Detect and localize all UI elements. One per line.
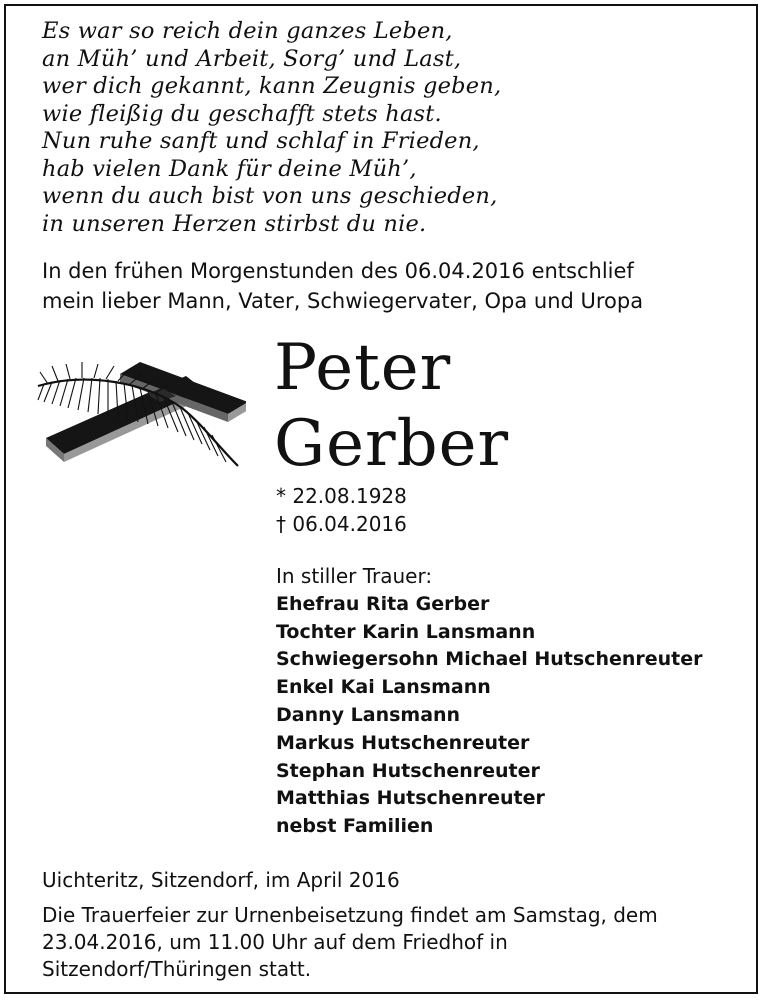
mourner-name: Danny Lansmann xyxy=(276,703,461,726)
place-and-date: Uichteritz, Sitzendorf, im April 2016 xyxy=(42,868,400,892)
deceased-name xyxy=(274,330,509,482)
poem-line: wenn du auch bist von uns geschieden, xyxy=(42,183,498,209)
poem-line: wie fleißig du geschafft stets hast. xyxy=(42,100,442,127)
mourner-name: Ehefrau Rita Gerber xyxy=(276,592,490,615)
poem-line: wer dich gekannt, kann Zeugnis geben, xyxy=(42,73,502,99)
poem-line: Es war so reich dein ganzes Leben, xyxy=(42,18,453,44)
cross-with-palm-frond-icon xyxy=(36,346,246,472)
mourner-name: Matthias Hutschenreuter xyxy=(276,787,545,810)
poem-line: hab vielen Dank für deine Müh’, xyxy=(42,155,417,182)
poem-line: in unseren Herzen stirbst du nie. xyxy=(42,210,427,237)
funeral-line: Sitzendorf/Thüringen statt. xyxy=(42,957,312,981)
mourners-block xyxy=(276,563,703,841)
mourning-label: In stiller Trauer: xyxy=(276,564,433,588)
funeral-notice xyxy=(42,902,658,983)
last-name: Gerber xyxy=(274,407,510,481)
birth-date: * 22.08.1928 xyxy=(276,484,407,508)
mourner-name: Markus Hutschenreuter xyxy=(276,731,530,754)
mourner-name: Tochter Karin Lansmann xyxy=(276,620,536,643)
life-dates xyxy=(276,482,407,538)
death-date: † 06.04.2016 xyxy=(276,512,407,536)
mourner-name: Schwiegersohn Michael Hutschenreuter xyxy=(276,648,703,671)
memorial-poem xyxy=(42,18,501,238)
poem-line: Nun ruhe sanft und schlaf in Frieden, xyxy=(42,128,480,154)
poem-line: an Müh’ und Arbeit, Sorg’ und Last, xyxy=(42,45,462,72)
announcement-line: mein lieber Mann, Vater, Schwiegervater, Opa und Uropa xyxy=(42,289,644,313)
death-announcement xyxy=(42,256,643,316)
mourner-name: nebst Familien xyxy=(276,815,434,838)
first-name: Peter xyxy=(274,331,452,405)
mourner-name: Enkel Kai Lansmann xyxy=(276,676,491,699)
mourner-name: Stephan Hutschenreuter xyxy=(276,759,540,782)
funeral-line: 23.04.2016, um 11.00 Uhr auf dem Friedhof in xyxy=(42,930,508,954)
funeral-line: Die Trauerfeier zur Urnenbeisetzung findet am Samstag, dem xyxy=(42,903,658,927)
announcement-line: In den frühen Morgenstunden des 06.04.2016 entschlief xyxy=(42,259,634,283)
